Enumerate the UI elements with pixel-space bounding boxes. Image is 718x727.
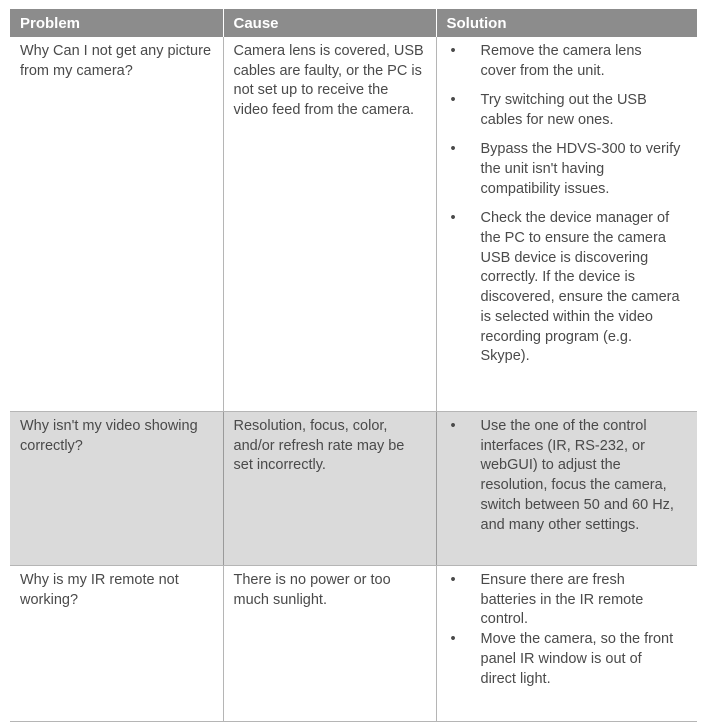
bullet-icon: • <box>450 141 456 158</box>
solution-item <box>447 571 688 630</box>
bullet-icon: • <box>450 43 456 59</box>
solution-item <box>447 140 688 199</box>
solution-list <box>447 42 688 367</box>
solution-text: Ensure there are fresh batteries in the IR remote control. <box>480 572 644 628</box>
solution-text: Remove the camera lens cover from the unit. <box>480 43 642 79</box>
bullet-icon: • <box>450 210 456 227</box>
solution-text: Move the camera, so the front panel IR window is out of direct light. <box>480 631 674 687</box>
cause-cell: Camera lens is covered, USB cables are faulty, or the PC is not set up to receive the video feed from the camera. <box>223 37 436 412</box>
problem-cell: Why isn't my video showing correctly? <box>10 412 223 566</box>
header-row <box>10 9 697 37</box>
solution-cell <box>436 412 697 566</box>
solution-item <box>447 42 688 81</box>
table-row <box>10 566 697 722</box>
solution-item <box>447 91 688 130</box>
bullet-icon: • <box>450 572 456 588</box>
solution-cell <box>436 37 697 412</box>
table-row <box>10 412 697 566</box>
solution-cell <box>436 566 697 722</box>
solution-item <box>447 630 688 689</box>
solution-list <box>447 417 688 535</box>
solution-item <box>447 417 688 535</box>
table-row <box>10 37 697 412</box>
solution-list <box>447 571 688 689</box>
solution-text: Use the one of the control interfaces (IR, RS-232, or webGUI) to adjust the resolution, focus the camera, switch between 50 and 60 Hz, and many other settings. <box>480 418 674 533</box>
header-cause: Cause <box>223 9 436 37</box>
troubleshooting-document <box>10 9 697 722</box>
solution-text: Try switching out the USB cables for new ones. <box>480 92 647 128</box>
troubleshooting-table <box>10 9 697 722</box>
solution-item <box>447 209 688 367</box>
bullet-icon: • <box>450 631 456 648</box>
header-problem: Problem <box>10 9 223 37</box>
cause-cell: There is no power or too much sunlight. <box>223 566 436 722</box>
solution-text: Check the device manager of the PC to ensure the camera USB device is discovering correctly. If the device is discovered, ensure the camera is selected within the video recording program (e.g. Skype). <box>480 210 680 365</box>
solution-text: Bypass the HDVS-300 to verify the unit isn't having compatibility issues. <box>480 141 681 197</box>
header-solution: Solution <box>436 9 697 37</box>
problem-cell: Why Can I not get any picture from my camera? <box>10 37 223 412</box>
problem-cell: Why is my IR remote not working? <box>10 566 223 722</box>
bullet-icon: • <box>450 418 456 434</box>
bullet-icon: • <box>450 92 456 109</box>
cause-cell: Resolution, focus, color, and/or refresh rate may be set incorrectly. <box>223 412 436 566</box>
